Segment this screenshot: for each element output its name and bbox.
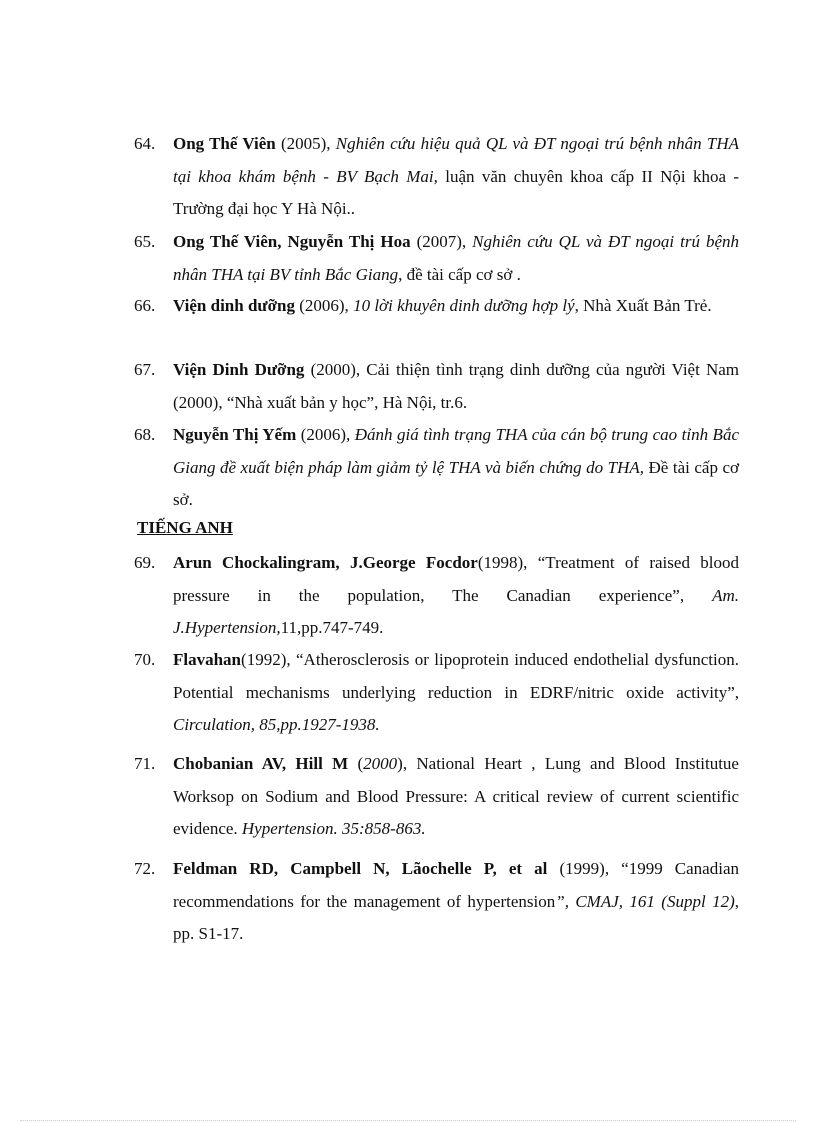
reference-item (134, 290, 739, 323)
reference-year: (2006), (296, 425, 355, 444)
reference-year: (2005), (275, 134, 336, 153)
reference-text (173, 644, 739, 742)
reference-title: (1999), “1999 Canadian recommendations for the management of hypertension (173, 859, 739, 911)
reference-item (134, 128, 739, 226)
reference-pages: , pp. S1-17. (173, 891, 739, 943)
reference-text (173, 226, 739, 291)
reference-year: (2006), (294, 296, 354, 315)
reference-authors: Ong Thế Viên, Nguyễn Thị Hoa (173, 232, 411, 251)
page-bottom-divider (20, 1120, 796, 1121)
reference-item (134, 853, 739, 951)
reference-authors: Viện Dinh Dưỡng (173, 360, 305, 379)
reference-authors: Ong Thế Viên (173, 134, 276, 153)
reference-journal: ”, CMAJ, 161 (Suppl 12) (555, 891, 735, 911)
reference-number: 66. (134, 296, 156, 315)
reference-year: (2007), (410, 232, 473, 251)
reference-number: 69. (134, 553, 156, 572)
reference-title: Nghiên cứu QL và ĐT ngoại trú bệnh nhân THA tại BV tỉnh Bắc Giang (173, 232, 739, 284)
reference-number: 70. (134, 650, 156, 669)
reference-pages: 11,pp.747-749. (280, 618, 384, 637)
reference-text (173, 547, 739, 645)
reference-number: 65. (134, 232, 156, 251)
reference-number: 72. (134, 859, 156, 878)
reference-title: (1992), “Atherosclerosis or lipoprotein induced endothelial dysfunction. Potential mechanisms underlying reduction in EDRF/nitric oxide activity”, (173, 650, 739, 702)
reference-number: 71. (134, 754, 156, 773)
reference-authors: Viện dinh dưỡng (173, 296, 295, 315)
reference-journal: Hypertension. 35:858-863. (241, 819, 426, 838)
reference-title: Nghiên cứu hiệu quả QL và ĐT ngoại trú bệnh nhân THA tại khoa khám bệnh - BV Bạch Mai, (173, 134, 740, 186)
section-heading-english: TIẾNG ANH (137, 518, 233, 537)
reference-authors: Arun Chockalingram, J.George Focdor (173, 553, 478, 572)
reference-item (134, 419, 739, 517)
reference-source: , Nhà Xuất Bản Trẻ. (574, 296, 712, 315)
reference-text (173, 853, 739, 951)
reference-authors: Flavahan (173, 650, 242, 669)
reference-item (134, 354, 739, 419)
reference-authors: Feldman RD, Campbell N, Lãochelle P, et al (173, 859, 548, 878)
reference-item (134, 748, 739, 846)
reference-journal: Circulation, 85,pp.1927-1938. (173, 715, 380, 734)
reference-text (173, 354, 739, 419)
reference-title: ), National Heart , Lung and Blood Institutue Worksop on Sodium and Blood Pressure: A critical review of current scientific evidence. (173, 754, 739, 838)
reference-item (134, 644, 739, 742)
reference-text (173, 419, 739, 517)
reference-text (173, 748, 739, 846)
reference-source: Đề tài cấp cơ sở. (173, 457, 739, 509)
reference-title: Đánh giá tình trạng THA của cán bộ trung cao tỉnh Bắc Giang đề xuất biện pháp làm giảm tỷ lệ THA và biến chứng do THA, (173, 425, 739, 477)
reference-punct: ( (348, 754, 364, 773)
reference-text (173, 128, 739, 226)
reference-authors: Nguyễn Thị Yếm (173, 425, 297, 444)
reference-title: (1998), “Treatment of raised blood pressure in the population, The Canadian experience”, (173, 553, 739, 605)
reference-source: , đề tài cấp cơ sở . (398, 264, 521, 284)
reference-number: 68. (134, 425, 156, 444)
reference-title: 10 lời khuyên dinh dưỡng hợp lý (353, 296, 575, 315)
reference-year: 2000 (363, 754, 398, 773)
reference-authors: Chobanian AV, Hill M (173, 754, 349, 773)
reference-text (173, 290, 739, 323)
reference-item (134, 547, 739, 645)
reference-journal: Am. J.Hypertension, (173, 585, 739, 637)
reference-source: luận văn chuyên khoa cấp II Nội khoa - Trường đại học Y Hà Nội.. (173, 166, 739, 218)
reference-source: (2000), Cải thiện tình trạng dinh dưỡng của người Việt Nam (2000), “Nhà xuất bản y học”, Hà Nội, tr.6. (173, 360, 739, 412)
reference-number: 67. (134, 360, 156, 379)
reference-item (134, 226, 739, 291)
reference-number: 64. (134, 134, 156, 153)
